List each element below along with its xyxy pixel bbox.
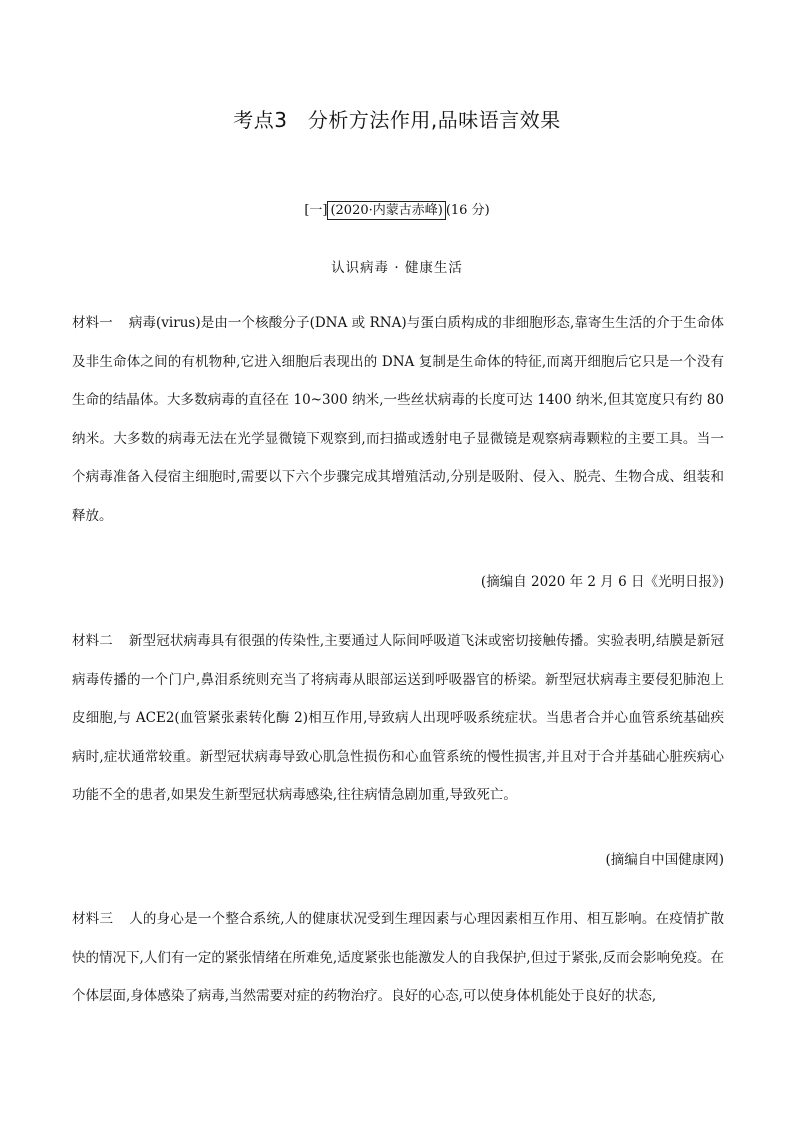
material-paragraph-2 — [72, 622, 724, 815]
material-citation-1: (摘编自 2020 年 2 月 6 日《光明日报》) — [480, 574, 724, 590]
material-label-1: 材料一 — [72, 315, 113, 331]
section-number: [一] — [304, 203, 328, 218]
material-citation-2: (摘编自中国健康网) — [605, 852, 724, 868]
material-text-3: 人的身心是一个整合系统,人的健康状况受到生理因素与心理因素相互作用、相互影响。在疫情扩散快的情况下,人们有一定的紧张情绪在所难免,适度紧张也能激发人的自我保护,但过于紧张,反而会影响免疫。在个体层面,身体感染了病毒,当然需要对症的药物治疗。良好的心态,可以使身体机能处于良好的状态, — [72, 911, 724, 1004]
reading-subtitle: 认识病毒 · 健康生活 — [331, 260, 463, 276]
material-label-2: 材料二 — [72, 633, 113, 649]
material-label-3: 材料三 — [72, 911, 114, 927]
material-text-1: 病毒(virus)是由一个核酸分子(DNA 或 RNA)与蛋白质构成的非细胞形态,靠寄生生活的介于生命体及非生命体之间的有机物种,它进入细胞后表现出的 DNA 复制是生命体的特征,而离开细胞后它只是一个没有生命的结晶体。大多数病毒的直径在 10~300 纳米,一些丝状病毒的长度可达 1400 纳米,但其宽度只有约 80 纳米。大多数的病毒无法在光学显微镜下观察到,而扫描或透射电子显微镜是观察病毒颗粒的主要工具。当一个病毒准备入侵宿主细胞时,需要以下六个步骤完成其增殖活动,分别是吸附、侵入、脱壳、生物合成、组装和释放。 — [72, 315, 724, 524]
section-score: (16 分) — [445, 203, 490, 218]
page-title: 考点3 分析方法作用,品味语言效果 — [233, 108, 561, 132]
material-text-2: 新型冠状病毒具有很强的传染性,主要通过人际间呼吸道飞沫或密切接触传播。实验表明,结膜是新冠病毒传播的一个门户,鼻泪系统则充当了将病毒从眼部运送到呼吸器官的桥梁。新型冠状病毒主要侵犯肺泡上皮细胞,与 ACE2(血管紧张素转化酶 2)相互作用,导致病人出现呼吸系统症状。当患者合并心血管系统基础疾病时,症状通常较重。新型冠状病毒导致心肌急性损伤和心血管系统的慢性损害,并且对于合并基础心脏疾病心功能不全的患者,如果发生新型冠状病毒感染,往往病情急剧加重,导致死亡。 — [72, 633, 725, 803]
source-box: (2020·内蒙古赤峰) — [327, 201, 445, 220]
material-paragraph-3 — [72, 900, 724, 1016]
section-header — [0, 200, 794, 222]
material-paragraph-1 — [72, 304, 724, 535]
